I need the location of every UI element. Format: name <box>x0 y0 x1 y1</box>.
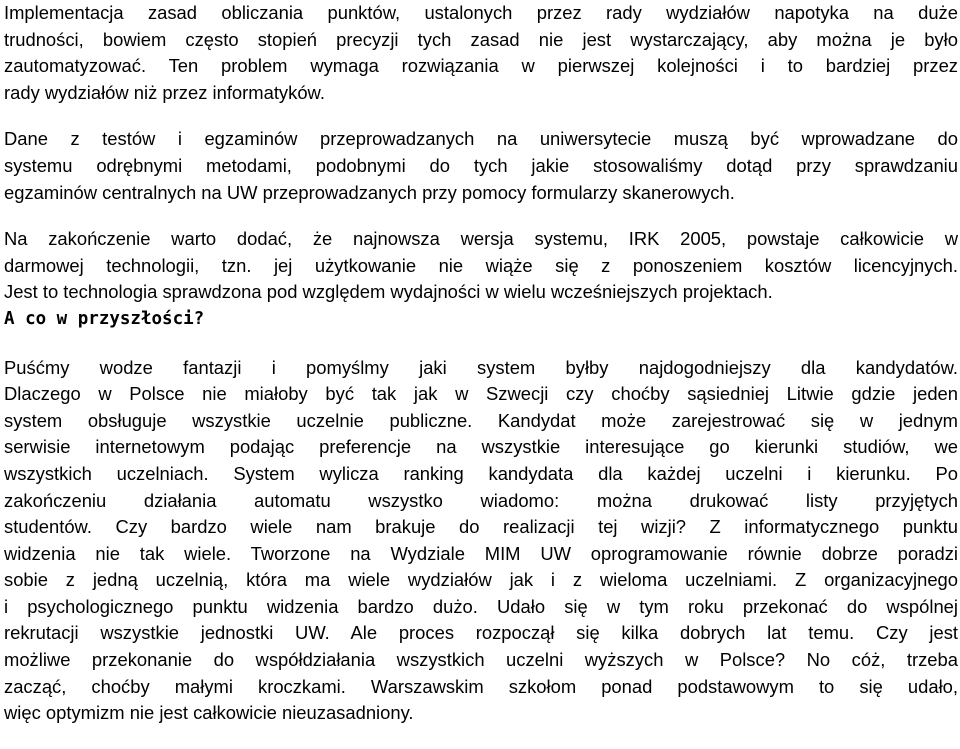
text-line: zautomatyzować. Ten problem wymaga rozwiązania w pierwszej kolejności i to bardziej przez <box>4 55 958 77</box>
document-page <box>4 0 958 727</box>
text-line: Implementacja zasad obliczania punktów, ustalonych przez rady wydziałów napotyka na duże <box>4 2 958 23</box>
text-line: Jest to technologia sprawdzona pod względem wydajności w wielu wcześniejszych projektach. <box>4 281 773 303</box>
text-line: studentów. Czy bardzo wiele nam brakuje do realizacji tej wizji? Z informatycznego punktu <box>4 516 958 538</box>
paragraph-conclusion <box>4 226 958 306</box>
text-line: Dlaczego w Polsce nie miałoby być tak jak w Szwecji czy choćby sąsiedniej Litwie gdzie jeden <box>4 383 958 405</box>
text-line: Puśćmy wodze fantazji i pomyślmy jaki system byłby najdogodniejszy dla kandydatów. <box>4 356 958 378</box>
paragraph-future <box>4 355 958 727</box>
paragraph-test-data <box>4 126 958 206</box>
text-line: więc optymizm nie jest całkowicie nieuzasadniony. <box>4 702 414 724</box>
text-line: systemu odrębnymi metodami, podobnymi do tych jakie stosowaliśmy dotąd przy sprawdzaniu <box>4 154 958 176</box>
text-line: zakończeniu działania automatu wszystko wiadomo: można drukować listy przyjętych <box>4 489 958 511</box>
text-line: darmowej technologii, tzn. jej użytkowanie nie wiąże się z ponoszeniem kosztów licencyjnych. <box>4 254 958 276</box>
text-line: Dane z testów i egzaminów przeprowadzanych na uniwersytecie muszą być wprowadzane do <box>4 128 958 150</box>
text-line: rekrutacji wszystkie jednostki UW. Ale proces rozpoczął się kilka dobrych lat temu. Czy jest <box>4 622 958 644</box>
paragraph-implementation <box>4 0 958 106</box>
text-line: i psychologicznego punktu widzenia bardzo dużo. Udało się w tym roku przekonać do wspólnej <box>4 595 958 617</box>
text-line: sobie z jedną uczelnią, która ma wiele wydziałów jak i z wieloma uczelniami. Z organizacyjnego <box>4 569 958 591</box>
section-heading: A co w przyszłości? <box>4 308 205 329</box>
text-line: widzenia nie tak wiele. Tworzone na Wydziale MIM UW oprogramowanie równie dobrze poradzi <box>4 542 958 564</box>
text-line: trudności, bowiem często stopień precyzji tych zasad nie jest wystarczający, aby można je było <box>4 28 958 50</box>
text-line: system obsługuje wszystkie uczelnie publiczne. Kandydat może zarejestrować się w jednym <box>4 409 958 431</box>
text-line: rady wydziałów niż przez informatyków. <box>4 81 325 103</box>
text-line: wszystkich uczelniach. System wylicza ranking kandydata dla każdej uczelni i kierunku. Po <box>4 462 958 484</box>
text-line: egzaminów centralnych na UW przeprowadzanych przy pomocy formularzy skanerowych. <box>4 181 735 203</box>
text-line: możliwe przekonanie do współdziałania wszystkich uczelni wyższych w Polsce? No cóż, trzeba <box>4 649 958 671</box>
text-line: zacząć, choćby małymi kroczkami. Warszawskim szkołom ponad podstawowym to się udało, <box>4 675 958 697</box>
text-line: Na zakończenie warto dodać, że najnowsza wersja systemu, IRK 2005, powstaje całkowicie w <box>4 228 958 250</box>
text-line: serwisie internetowym podając preferencje na wszystkie interesujące go kierunki studiów, we <box>4 436 958 458</box>
